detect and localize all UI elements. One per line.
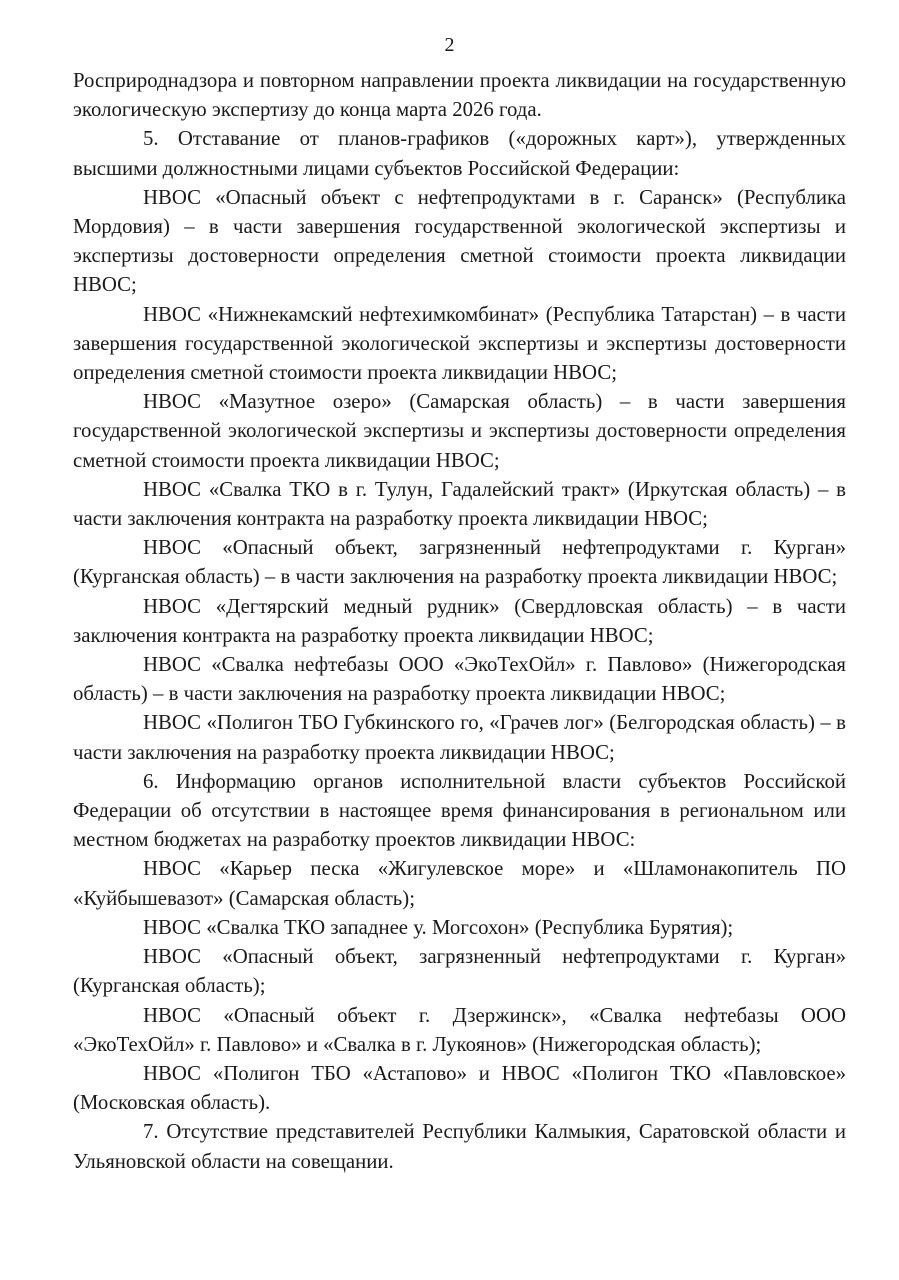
paragraph-nvos-astapovo: НВОС «Полигон ТБО «Астапово» и НВОС «Полигон ТКО «Павловское» (Московская область). (73, 1061, 846, 1115)
paragraph-nvos-tulun: НВОС «Свалка ТКО в г. Тулун, Гадалейский тракт» (Иркутская область) – в части заключения контракта на разработку проекта ликвидации НВОС; (73, 477, 846, 531)
paragraph-nvos-pavlovo: НВОС «Свалка нефтебазы ООО «ЭкоТехОйл» г. Павлово» (Нижегородская область) – в части заключения на разработку проекта ликвидации НВОС; (73, 653, 846, 706)
page-number: 2 (444, 34, 455, 56)
paragraph-item-5: 5. Отставание от планов-графиков («дорожных карт»), утвержденных высшими должностными лицами субъектов Российской Федерации: (73, 127, 846, 180)
paragraph-nvos-degtyarsk: НВОС «Дегтярский медный рудник» (Свердловская область) – в части заключения контракта на разработку проекта ликвидации НВОС; (73, 594, 846, 647)
paragraph-nvos-kurgan: НВОС «Опасный объект, загрязненный нефтепродуктами г. Курган» (Курганская область) – в части заключения на разработку проекта ликвидации НВОС; (73, 536, 846, 589)
paragraph-nvos-mazutnoe: НВОС «Мазутное озеро» (Самарская область) – в части завершения государственной экологической экспертизы и экспертизы достоверности определения сметной стоимости проекта ликвидации НВОС; (73, 390, 846, 472)
paragraph-nvos-saransk: НВОС «Опасный объект с нефтепродуктами в г. Саранск» (Республика Мордовия) – в части завершения государственной экологической экспертизы и экспертизы достоверности определения сметной стоимости проекта ликвидации НВОС; (73, 185, 846, 297)
paragraph-nvos-zhigulevskoe: НВОС «Карьер песка «Жигулевское море» и «Шламонакопитель ПО «Куйбышевазот» (Самарская область); (73, 857, 846, 910)
paragraph-item-6: 6. Информацию органов исполнительной власти субъектов Российской Федерации об отсутствии в настоящее время финансирования в региональном или местном бюджетах на разработку проектов ликвидации НВОС: (73, 769, 846, 852)
document-body (73, 66, 846, 1176)
paragraph-nvos-nizhnekamsk: НВОС «Нижнекамский нефтехимкомбинат» (Республика Татарстан) – в части завершения государственной экологической экспертизы и экспертизы достоверности определения сметной стоимости проекта ликвидации НВОС; (73, 302, 846, 385)
paragraph-nvos-mogsokhon: НВОС «Свалка ТКО западнее у. Могсохон» (Республика Бурятия); (143, 915, 734, 939)
paragraph-continuation: Росприроднадзора и повторном направлении проекта ликвидации на государственную экологическую экспертизу до конца марта 2026 года. (73, 69, 846, 122)
paragraph-nvos-dzerzhinsk: НВОС «Опасный объект г. Дзержинск», «Свалка нефтебазы ООО «ЭкоТехОйл» г. Павлово» и «Свалка в г. Лукоянов» (Нижегородская область); (73, 1003, 846, 1056)
paragraph-nvos-gubkin: НВОС «Полигон ТБО Губкинского го, «Грачев лог» (Белгородская область) – в части заключения на разработку проекта ликвидации НВОС; (73, 711, 846, 764)
paragraph-item-7: 7. Отсутствие представителей Республики Калмыкия, Саратовской области и Ульяновской области на совещании. (73, 1120, 846, 1173)
paragraph-nvos-kurgan-2: НВОС «Опасный объект, загрязненный нефтепродуктами г. Курган» (Курганская область); (73, 945, 846, 998)
